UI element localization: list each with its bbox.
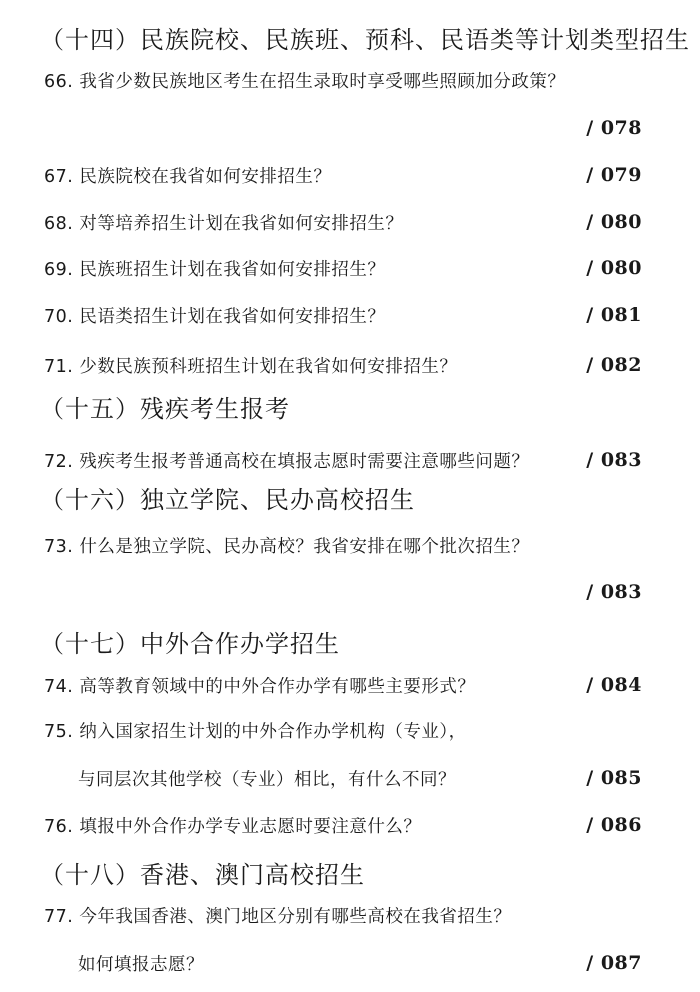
toc-page-number: / 079 [586,164,642,186]
toc-page-number: / 083 [586,581,642,603]
toc-entry-text: 69. 民族班招生计划在我省如何安排招生？ [44,260,386,280]
toc-page-number: / 078 [586,117,642,139]
toc-entry-text: 72. 残疾考生报考普通高校在填报志愿时需要注意哪些问题？ [44,452,530,472]
toc-entry-text: 68. 对等培养招生计划在我省如何安排招生？ [44,214,404,234]
section-heading: （十七）中外合作办学招生 [40,630,340,658]
toc-page-number: / 087 [586,952,642,974]
toc-entry-text: 66. 我省少数民族地区考生在招生录取时享受哪些照顾加分政策？ [44,72,566,92]
toc-page-number: / 086 [586,814,642,836]
toc-entry-text: 70. 民语类招生计划在我省如何安排招生？ [44,307,386,327]
toc-entry-text-continued: 与同层次其他学校（专业）相比，有什么不同？ [78,770,456,790]
toc-entry-text: 71. 少数民族预科班招生计划在我省如何安排招生？ [44,357,458,377]
toc-page-number: / 084 [586,674,642,696]
toc-page-number: / 082 [586,354,642,376]
section-heading: （十四）民族院校、民族班、预科、民语类等计划类型招生 [40,26,690,54]
toc-entry-text: 74. 高等教育领域中的中外合作办学有哪些主要形式？ [44,677,476,697]
section-heading: （十八）香港、澳门高校招生 [40,861,365,889]
toc-entry-text: 73. 什么是独立学院、民办高校？我省安排在哪个批次招生？ [44,537,530,557]
section-heading: （十六）独立学院、民办高校招生 [40,486,415,514]
toc-entry-text: 77. 今年我国香港、澳门地区分别有哪些高校在我省招生？ [44,907,512,927]
toc-entry-text-continued: 如何填报志愿？ [78,955,204,975]
toc-page-number: / 085 [586,767,642,789]
toc-page-number: / 083 [586,449,642,471]
toc-page-number: / 080 [586,211,642,233]
toc-page-number: / 081 [586,304,642,326]
toc-entry-text: 67. 民族院校在我省如何安排招生？ [44,167,332,187]
section-heading: （十五）残疾考生报考 [40,395,290,423]
toc-entry-text: 75. 纳入国家招生计划的中外合作办学机构（专业）， [44,722,467,742]
toc-entry-text: 76. 填报中外合作办学专业志愿时要注意什么？ [44,817,422,837]
toc-page-number: / 080 [586,257,642,279]
